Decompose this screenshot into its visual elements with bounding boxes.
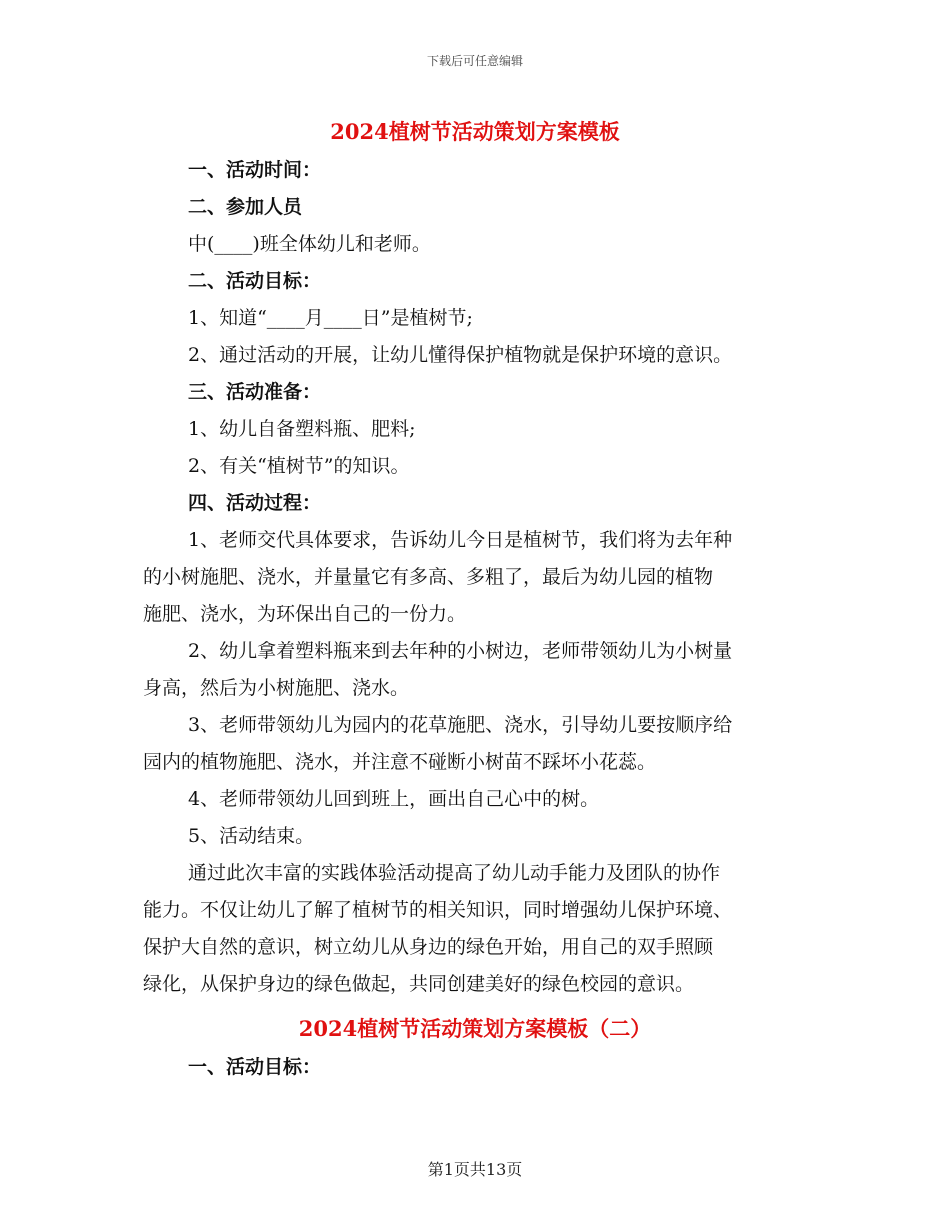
- prep-item-2: 2、有关“植树节”的知识。: [188, 455, 410, 477]
- section-heading-goals-2: 一、活动目标：: [188, 1056, 322, 1078]
- process-item-2-line-2: 身高，然后为小树施肥、浇水。: [143, 677, 410, 699]
- section-heading-preparation: 三、活动准备：: [188, 381, 322, 403]
- section-heading-participants: 二、参加人员: [188, 196, 303, 218]
- summary-line-4: 绿化，从保护身边的绿色做起，共同创建美好的绿色校园的意识。: [143, 973, 695, 995]
- process-item-1-line-2: 的小树施肥、浇水，并量量它有多高、多粗了，最后为幼儿园的植物: [143, 566, 714, 588]
- process-item-3-line-1: 3、老师带领幼儿为园内的花草施肥、浇水，引导幼儿要按顺序给: [188, 714, 733, 736]
- summary-line-1: 通过此次丰富的实践体验活动提高了幼儿动手能力及团队的协作: [188, 862, 721, 884]
- header-note: 下载后可任意编辑: [426, 54, 523, 68]
- section-heading-time: 一、活动时间：: [188, 159, 322, 181]
- section-heading-goals: 二、活动目标：: [188, 270, 322, 292]
- process-item-1-line-3: 施肥、浇水，为环保出自己的一份力。: [143, 603, 467, 625]
- process-item-1-line-1: 1、老师交代具体要求，告诉幼儿今日是植树节，我们将为去年种: [188, 529, 733, 551]
- goal-item-2: 2、通过活动的开展，让幼儿懂得保护植物就是保护环境的意识。: [188, 344, 733, 366]
- process-item-2-line-1: 2、幼儿拿着塑料瓶来到去年种的小树边，老师带领幼儿为小树量: [188, 640, 733, 662]
- process-item-4: 4、老师带领幼儿回到班上，画出自己心中的树。: [188, 788, 600, 810]
- document-title: 2024植树节活动策划方案模板: [330, 119, 620, 144]
- section-heading-process: 四、活动过程：: [188, 492, 322, 514]
- process-item-3-line-2: 园内的植物施肥、浇水，并注意不碰断小树苗不踩坏小花蕊。: [143, 751, 657, 773]
- summary-line-2: 能力。不仅让幼儿了解了植树节的相关知识，同时增强幼儿保护环境、: [143, 899, 733, 921]
- page-footer: 第1页共13页: [427, 1160, 523, 1179]
- process-item-5: 5、活动结束。: [188, 825, 315, 847]
- paragraph-participants: 中(____)班全体幼儿和老师。: [188, 233, 431, 255]
- document-title-2: 2024植树节活动策划方案模板（二）: [298, 1016, 652, 1041]
- summary-line-3: 保护大自然的意识，树立幼儿从身边的绿色开始，用自己的双手照顾: [143, 936, 714, 958]
- goal-item-1: 1、知道“____月____日”是植树节;: [188, 307, 473, 329]
- prep-item-1: 1、幼儿自备塑料瓶、肥料;: [188, 418, 416, 440]
